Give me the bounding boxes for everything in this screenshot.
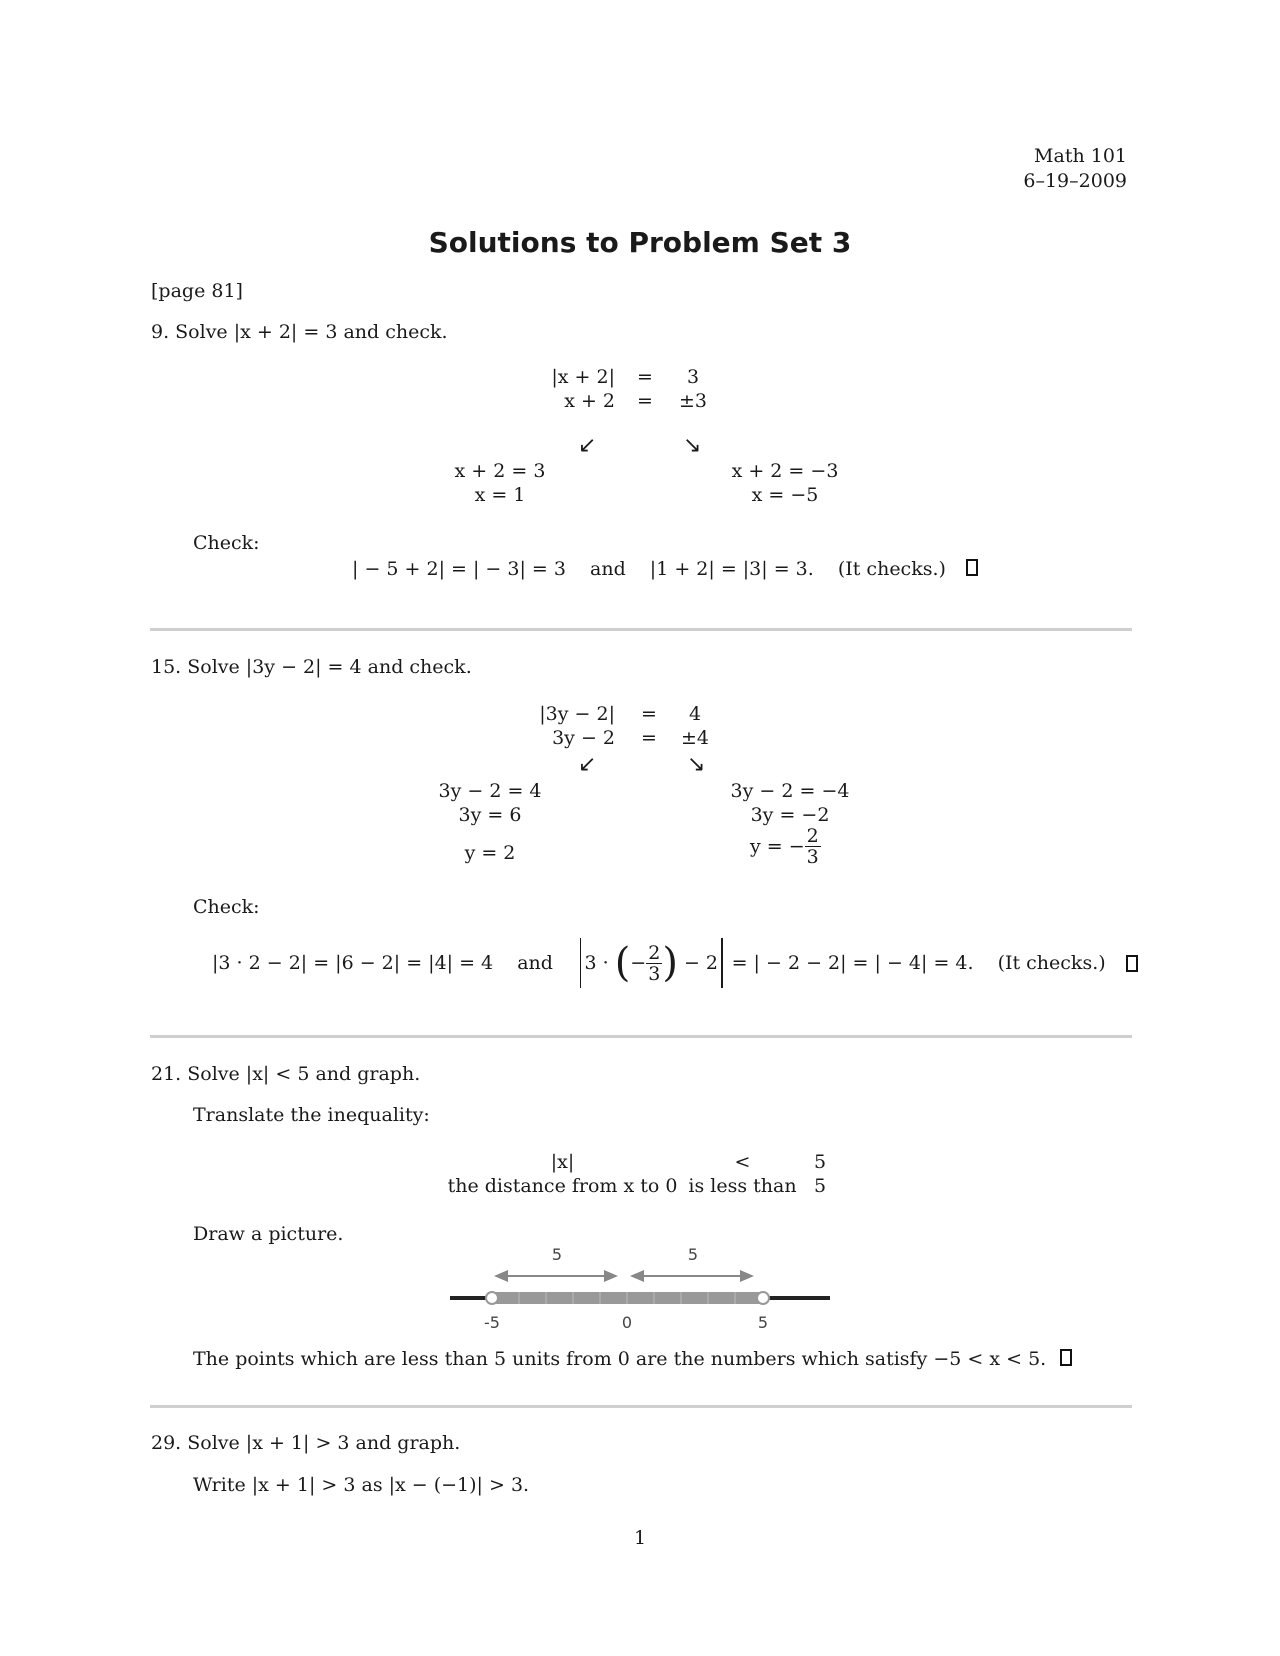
p15-check-fraction [646, 943, 662, 984]
p15-fraction-denominator: 3 [806, 846, 819, 868]
p15-eq1-rhs: 4 [688, 703, 702, 725]
p9-check-note: (It checks.) [837, 558, 946, 580]
section-divider [150, 628, 1132, 631]
p15-eq2-rhs: ±4 [680, 727, 709, 749]
p21-row2-expression: the distance from x to 0 [447, 1175, 678, 1197]
p15-arrow-right-icon: ↘ [687, 752, 706, 777]
open-endpoint-5 [757, 1292, 769, 1304]
p15-check-b-inner2: − 2 [683, 952, 719, 974]
p9-check-and: and [590, 558, 626, 580]
p21-conclusion: The points which are less than 5 units from 0 are the numbers which satisfy −5 < x < 5. [193, 1348, 1047, 1370]
p15-left-step3: y = 2 [464, 842, 516, 864]
p9-left-step2: x = 1 [474, 484, 526, 506]
qed-box-icon [1060, 1349, 1072, 1366]
distance-arrow-left [494, 1270, 618, 1282]
p9-check-label: Check: [193, 532, 260, 554]
p21-row2-relation: is less than [688, 1175, 797, 1197]
p15-check-line [212, 937, 1138, 993]
p15-arrow-left-icon: ↙ [578, 752, 597, 777]
p15-check-fraction-denominator: 3 [648, 962, 661, 985]
p9-check-a: | − 5 + 2| = | − 3| = 3 [352, 558, 566, 580]
p9-eq1-rel: = [637, 366, 653, 388]
p9-check-line [352, 558, 978, 580]
p21-conclusion-line [193, 1348, 1072, 1370]
abs-bar-left [580, 938, 582, 988]
p9-right-step1: x + 2 = −3 [731, 460, 839, 482]
tick-label-5: 5 [757, 1313, 769, 1332]
p15-left-step2: 3y = 6 [458, 804, 522, 826]
qed-box-icon [1126, 955, 1138, 972]
p21-row2-value: 5 [813, 1175, 827, 1197]
p9-eq2-rhs: ±3 [678, 390, 707, 412]
document-date: 6–19–2009 [1023, 170, 1127, 192]
open-endpoint-neg5 [486, 1292, 498, 1304]
paren-left: ( [614, 940, 631, 986]
p15-check-b-minus: − [630, 952, 647, 974]
p15-eq2-lhs: 3y − 2 [552, 727, 615, 749]
problem-9-statement: 9. Solve |x + 2| = 3 and check. [151, 321, 448, 343]
paren-right: ) [662, 940, 678, 986]
tick-label-0: 0 [621, 1313, 633, 1332]
p9-eq1-lhs: |x + 2| [551, 366, 615, 388]
p15-right-step2: 3y = −2 [750, 804, 830, 826]
abs-bar-right [721, 938, 723, 988]
p15-eq1-lhs: |3y − 2| [539, 703, 615, 725]
section-divider [150, 1405, 1132, 1408]
p21-row1-relation: < [734, 1151, 751, 1173]
p15-fraction [805, 826, 821, 867]
p21-row1-value: 5 [813, 1151, 827, 1173]
p29-rewrite: Write |x + 1| > 3 as |x − (−1)| > 3. [193, 1474, 530, 1496]
p15-fraction-numerator: 2 [806, 825, 819, 847]
p15-right-step1: 3y − 2 = −4 [730, 780, 850, 802]
p9-right-step2: x = −5 [751, 484, 819, 506]
p21-translate-label: Translate the inequality: [193, 1104, 430, 1126]
p15-check-label: Check: [193, 896, 260, 918]
p15-check-a: |3 · 2 − 2| = |6 − 2| = |4| = 4 [212, 952, 494, 974]
number-line-graph [440, 1238, 840, 1338]
p9-eq2-lhs: x + 2 [564, 390, 615, 412]
problem-29-statement: 29. Solve |x + 1| > 3 and graph. [151, 1432, 461, 1454]
problem-15-statement: 15. Solve |3y − 2| = 4 and check. [151, 656, 472, 678]
p15-eq2-rel: = [641, 727, 657, 749]
p15-check-b-inner1: 3 · [584, 952, 609, 974]
p15-check-and: and [517, 952, 553, 974]
p9-arrow-left-icon: ↙ [578, 433, 597, 458]
distance-arrow-right [630, 1270, 754, 1282]
p15-check-note: (It checks.) [997, 952, 1106, 974]
p9-left-step1: x + 2 = 3 [454, 460, 546, 482]
problem-21-statement: 21. Solve |x| < 5 and graph. [151, 1063, 421, 1085]
p9-eq1-rhs: 3 [686, 366, 700, 388]
p21-draw-label: Draw a picture. [193, 1223, 344, 1245]
page-number: 1 [633, 1527, 647, 1549]
qed-box-icon [966, 559, 978, 576]
p15-check-b-rest: = | − 2 − 2| = | − 4| = 4. [731, 952, 974, 974]
p15-right-step3-prefix: y = − [750, 835, 805, 858]
course-name: Math 101 [1034, 145, 1127, 167]
p21-row1-expression: |x| [550, 1151, 575, 1173]
p15-left-step1: 3y − 2 = 4 [438, 780, 542, 802]
tick-label-neg5: -5 [484, 1313, 500, 1332]
distance-label-left: 5 [551, 1245, 563, 1264]
page-reference: [page 81] [151, 280, 243, 302]
p15-check-fraction-numerator: 2 [648, 941, 661, 964]
page-title: Solutions to Problem Set 3 [428, 226, 852, 259]
distance-label-right: 5 [687, 1245, 699, 1264]
p15-right-step3 [750, 826, 821, 867]
p9-arrow-right-icon: ↘ [683, 433, 702, 458]
p9-check-b: |1 + 2| = |3| = 3. [649, 558, 814, 580]
p9-eq2-rel: = [637, 390, 653, 412]
section-divider [150, 1035, 1132, 1038]
p15-eq1-rel: = [641, 703, 657, 725]
